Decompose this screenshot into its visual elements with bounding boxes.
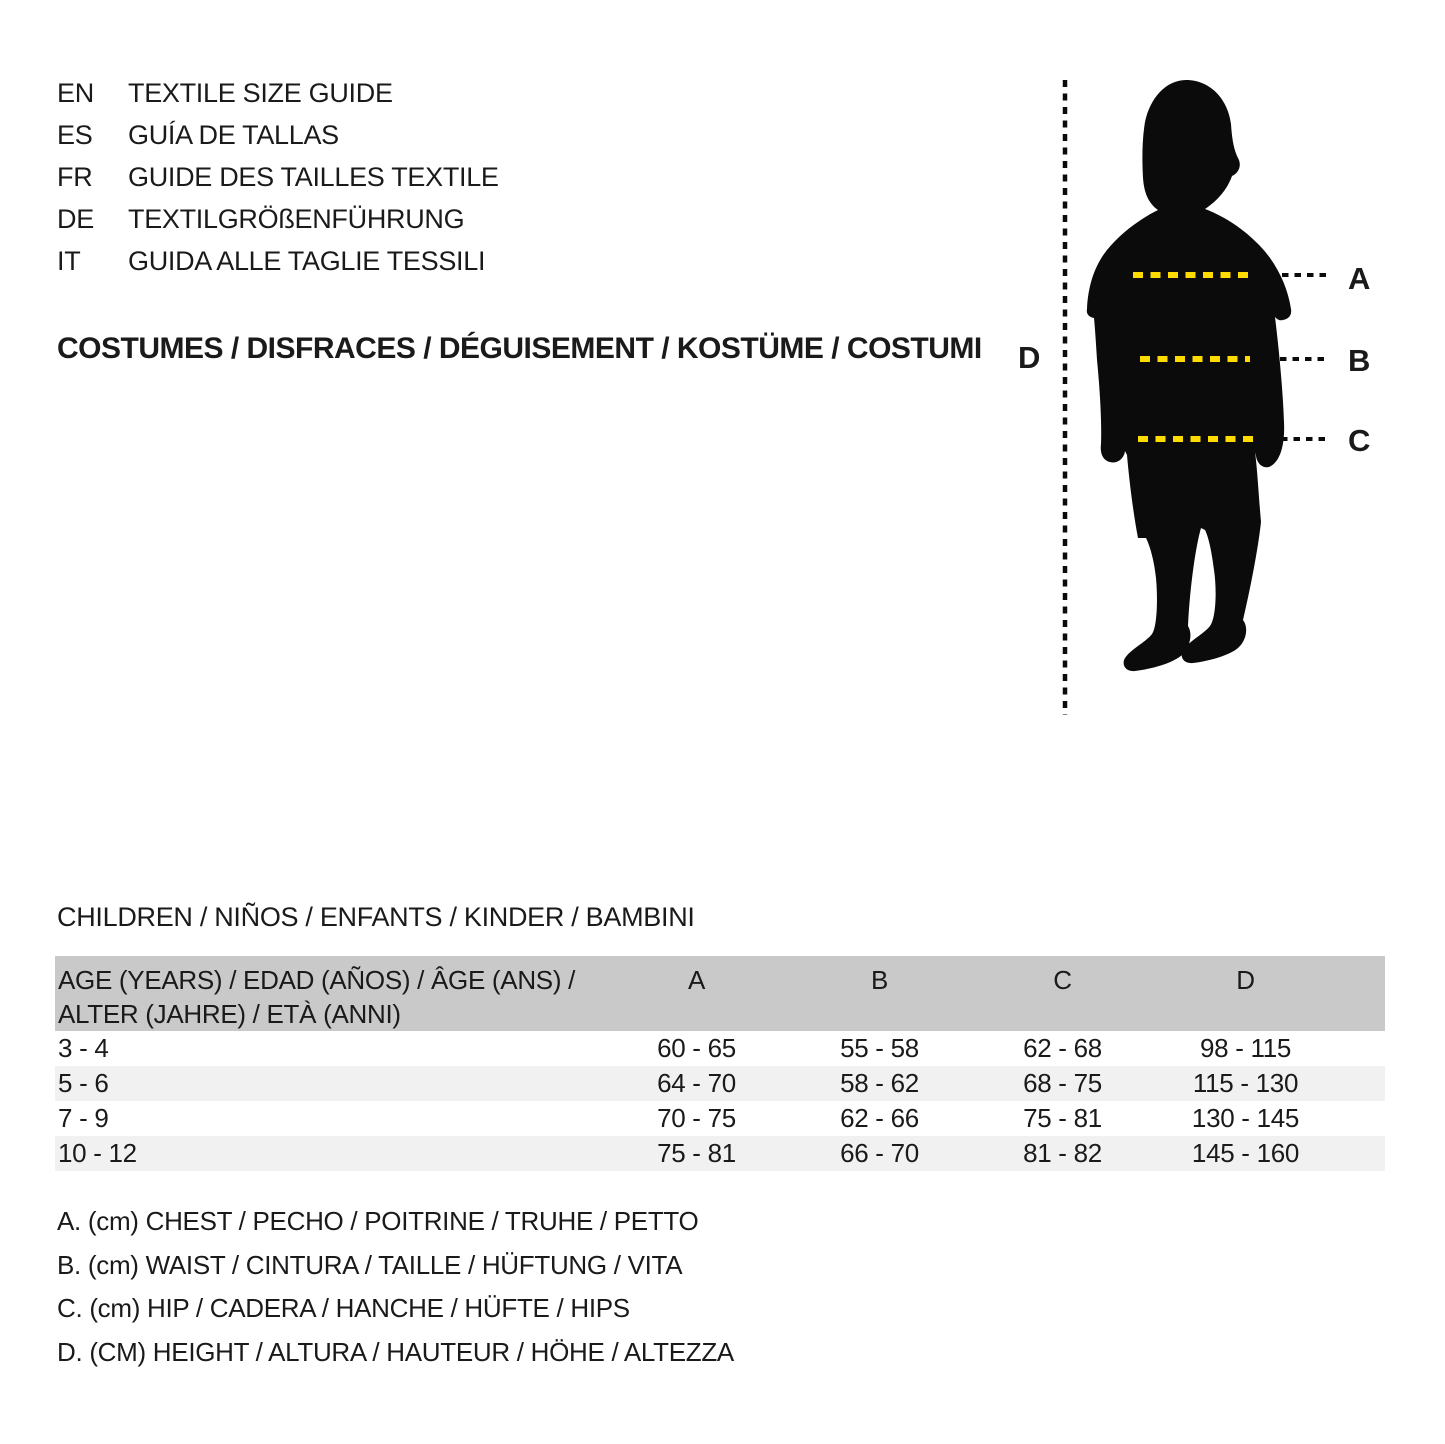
marker-c-hip: C: [1348, 423, 1371, 458]
marker-a-chest: A: [1348, 261, 1371, 296]
measurement-diagram: [990, 60, 1445, 730]
marker-b-waist: B: [1348, 343, 1371, 378]
age-cell: 10 - 12: [58, 1138, 137, 1168]
column-header-d: D: [1154, 956, 1385, 1031]
lang-row-fr: [57, 156, 499, 198]
children-size-table: [55, 956, 1385, 1171]
lang-title: GUIDE DES TAILLES TEXTILE: [128, 161, 499, 192]
lang-title: GUÍA DE TALLAS: [128, 119, 339, 150]
child-measure-figure: [990, 60, 1445, 730]
chest-cell: 60 - 65: [657, 1033, 736, 1063]
table-row: [55, 1101, 1385, 1136]
hip-cell: 81 - 82: [1023, 1138, 1102, 1168]
marker-d-height: D: [1018, 340, 1041, 375]
waist-cell: 55 - 58: [840, 1033, 919, 1063]
table-row: [55, 1136, 1385, 1171]
chest-cell: 70 - 75: [657, 1103, 736, 1133]
table-row: [55, 1031, 1385, 1066]
waist-cell: 66 - 70: [840, 1138, 919, 1168]
lang-row-it: [57, 240, 499, 282]
table-row: [55, 1066, 1385, 1101]
table-header-row: [55, 956, 1385, 1031]
measurement-legend: [57, 1200, 734, 1374]
height-cell: 145 - 160: [1191, 1138, 1300, 1168]
lang-row-es: [57, 114, 499, 156]
waist-cell: 58 - 62: [840, 1068, 919, 1098]
age-cell: 5 - 6: [58, 1068, 109, 1098]
legend-line-hip: C. (cm) HIP / CADERA / HANCHE / HÜFTE / HIPS: [57, 1293, 630, 1324]
age-column-header: [55, 956, 605, 1031]
lang-row-de: [57, 198, 499, 240]
child-silhouette: [1087, 80, 1291, 671]
legend-line-chest: A. (cm) CHEST / PECHO / POITRINE / TRUHE / PETTO: [57, 1206, 699, 1237]
column-header-a: A: [605, 956, 788, 1031]
chest-cell: 75 - 81: [657, 1138, 736, 1168]
column-header-c: C: [971, 956, 1154, 1031]
lang-code: IT: [57, 245, 81, 276]
lang-code: FR: [57, 161, 93, 192]
age-cell: 3 - 4: [58, 1033, 109, 1063]
lang-title: TEXTILGRÖßENFÜHRUNG: [128, 203, 465, 234]
height-cell: 115 - 130: [1192, 1068, 1299, 1098]
lang-title: GUIDA ALLE TAGLIE TESSILI: [128, 245, 486, 276]
category-title: COSTUMES / DISFRACES / DÉGUISEMENT / KOSTÜME / COSTUMI: [57, 332, 982, 365]
language-title-block: [57, 72, 499, 282]
height-cell: 130 - 145: [1191, 1103, 1300, 1133]
hip-cell: 62 - 68: [1023, 1033, 1102, 1063]
waist-cell: 62 - 66: [840, 1103, 919, 1133]
age-cell: 7 - 9: [58, 1103, 109, 1133]
lang-code: DE: [57, 203, 94, 234]
lang-code: ES: [57, 119, 93, 150]
column-header-b: B: [788, 956, 971, 1031]
lang-title: TEXTILE SIZE GUIDE: [128, 77, 393, 108]
lang-code: EN: [57, 77, 94, 108]
age-header-line1: AGE (YEARS) / EDAD (AÑOS) / ÂGE (ANS) /: [58, 965, 576, 995]
chest-cell: 64 - 70: [657, 1068, 736, 1098]
hip-cell: 75 - 81: [1023, 1103, 1102, 1133]
section-title-children: CHILDREN / NIÑOS / ENFANTS / KINDER / BAMBINI: [57, 902, 695, 932]
hip-cell: 68 - 75: [1023, 1068, 1102, 1098]
height-cell: 98 - 115: [1199, 1033, 1292, 1063]
legend-line-waist: B. (cm) WAIST / CINTURA / TAILLE / HÜFTUNG / VITA: [57, 1249, 683, 1280]
legend-line-height: D. (CM) HEIGHT / ALTURA / HAUTEUR / HÖHE / ALTEZZA: [57, 1336, 734, 1367]
lang-row-en: [57, 72, 499, 114]
age-header-line2: ALTER (JAHRE) / ETÀ (ANNI): [58, 999, 401, 1029]
